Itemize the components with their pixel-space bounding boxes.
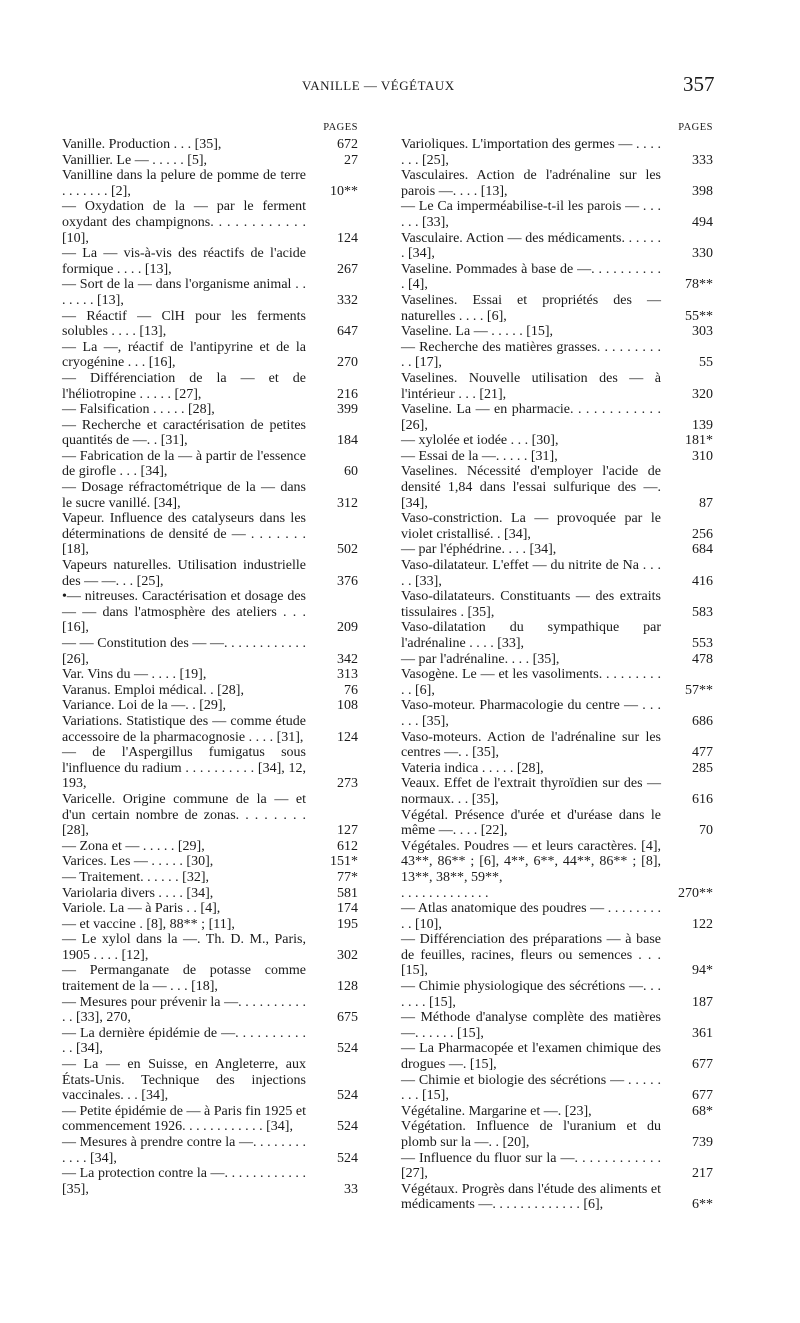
index-entry [401, 511, 713, 542]
entry-text: — La —, réactif de l'antipyrine et de la cryogénine . . . [16], [62, 339, 306, 371]
entry-text: — Traitement. . . . . . [32], [62, 869, 209, 885]
entry-page: 94* [692, 963, 713, 979]
index-entry [62, 1166, 358, 1197]
right-column-header [401, 120, 713, 137]
entry-text: — Petite épidémie de — à Paris fin 1925 et commencement 1926. . . . . . . . . . . . [34], [62, 1103, 306, 1135]
index-entry [62, 340, 358, 371]
entry-text: — — Constitution des — —. . . . . . . . . . . . [26], [62, 636, 306, 667]
entry-text: — Influence du fluor sur la —. . . . . . . . . . . . [27], [401, 1150, 661, 1182]
entry-page: 128 [337, 979, 358, 995]
index-entry [401, 558, 713, 589]
entry-page: 78** [685, 277, 713, 293]
entry-page: 302 [337, 947, 358, 963]
index-entry [401, 464, 713, 511]
index-entry [401, 589, 713, 620]
entry-text: — Zona et — . . . . . [29], [62, 838, 205, 854]
entry-page: 524 [337, 1088, 358, 1104]
index-entry [62, 745, 358, 792]
entry-page: 333 [692, 152, 713, 168]
index-entry [401, 776, 713, 807]
index-entry [401, 901, 713, 932]
entry-text: — Sort de la — dans l'organisme animal . . . . . . . [13], [62, 277, 306, 308]
index-entry [62, 636, 358, 667]
right-index-column [401, 120, 713, 1213]
left-entries [62, 137, 358, 1197]
entry-text: Végétal. Présence d'urée et d'uréase dans le même —. . . . [22], [401, 807, 661, 839]
index-entry [62, 309, 358, 340]
index-entry [62, 246, 358, 277]
index-entry [62, 168, 358, 199]
entry-text: Vaselines. Nécessité d'employer l'acide de densité 1,84 dans l'essai sulfurique des —. [34], [401, 464, 661, 511]
index-entry [401, 886, 713, 902]
index-entry [62, 402, 358, 418]
entry-text: — Chimie physiologique des sécrétions —. . . . . . . [15], [401, 979, 661, 1010]
index-entry [401, 1119, 713, 1150]
entry-page: 127 [337, 823, 358, 839]
entry-text: Végétales. Poudres — et leurs caractères. [4], 43**, 86** ; [6], 4**, 6**, 44**, 86** ; [8], 13**, 38**, 59**, [401, 838, 661, 885]
entry-text: Var. Vins du — . . . . [19], [62, 667, 207, 683]
index-entry [62, 199, 358, 246]
entry-page: 68* [692, 1103, 713, 1119]
left-column-header [62, 120, 358, 137]
index-entry [401, 433, 713, 449]
entry-text: — Le Ca imperméabilise-t-il les parois — . . . . . . [33], [401, 199, 661, 230]
index-entry [62, 901, 358, 917]
entry-page: 70 [699, 823, 713, 839]
entry-page: 583 [692, 604, 713, 620]
entry-text: Vaseline. La — . . . . . [15], [401, 324, 554, 340]
index-entry [401, 1073, 713, 1104]
index-entry [62, 511, 358, 558]
entry-page: 151* [330, 854, 358, 870]
entry-page: 6** [692, 1197, 713, 1213]
entry-page: 27 [344, 152, 358, 168]
entry-page: 502 [337, 542, 358, 558]
running-header [0, 72, 800, 106]
entry-page: 310 [692, 448, 713, 464]
index-entry [401, 340, 713, 371]
entry-text: — xylolée et iodée . . . [30], [401, 433, 559, 449]
entry-text: — La protection contre la —. . . . . . . . . . . . [35], [62, 1166, 306, 1197]
entry-text: Variance. Loi de la —. . [29], [62, 698, 227, 714]
entry-page: 216 [337, 386, 358, 402]
entry-text: — Recherche des matières grasses. . . . . . . . . . . [17], [401, 339, 661, 371]
entry-text: — de l'Aspergillus fumigatus sous l'influence du radium . . . . . . . . . . [34], 12, 193, [62, 745, 306, 792]
index-entry [62, 995, 358, 1026]
entry-text: Végétation. Influence de l'uranium et du plomb sur la —. . [20], [401, 1119, 661, 1150]
entry-page: 376 [337, 573, 358, 589]
entry-text: — Mesures à prendre contre la —. . . . . . . . . . . . [34], [62, 1135, 306, 1166]
entry-text: Vaseline. La — en pharmacie. . . . . . . . . . . . [26], [401, 402, 661, 433]
entry-text: — Oxydation de la — par le ferment oxydant des champignons. . . . . . . . . . . . [10], [62, 199, 306, 246]
entry-page: 303 [692, 324, 713, 340]
index-entry [62, 839, 358, 855]
pages-label: PAGES [323, 122, 358, 133]
entry-page: 313 [337, 667, 358, 683]
entry-text: Variolaria divers . . . . [34], [62, 885, 214, 901]
entry-text: Variations. Statistique des — comme étude accessoire de la pharmacognosie . . . . [31], [62, 713, 306, 745]
entry-page: 332 [337, 292, 358, 308]
index-entry [62, 137, 358, 153]
entry-text: Vaso-dilatateurs. Constituants — des extraits tissulaires . [35], [401, 589, 661, 620]
entry-page: 10** [330, 183, 358, 199]
entry-text: Varicelle. Origine commune de la — et d'un certain nombre de zonas. . . . . . . . [28], [62, 791, 306, 839]
entry-page: 616 [692, 791, 713, 807]
entry-text: Vasogène. Le — et les vasoliments. . . . . . . . . . . [6], [401, 667, 661, 698]
entry-text: Variole. La — à Paris . . [4], [62, 901, 221, 917]
index-entry [62, 714, 358, 745]
index-entry [401, 1151, 713, 1182]
entry-text: Vaso-dilatateur. L'effet — du nitrite de Na . . . . . [33], [401, 558, 661, 589]
entry-text: Varices. Les — . . . . . [30], [62, 854, 214, 870]
entry-page: 217 [692, 1166, 713, 1182]
entry-page: 55** [685, 308, 713, 324]
pages-label: PAGES [678, 122, 713, 133]
entry-page: 398 [692, 183, 713, 199]
entry-text: — Permanganate de potasse comme traitement de la — . . . [18], [62, 963, 306, 995]
entry-text: Vaseline. Pommades à base de —. . . . . . . . . . . [4], [401, 261, 661, 293]
entry-text: Vanillier. Le — . . . . . [5], [62, 152, 208, 168]
entry-text: — Le xylol dans la —. Th. D. M., Paris, 1905 . . . . [12], [62, 932, 306, 963]
index-entry [401, 698, 713, 729]
entry-page: 267 [337, 261, 358, 277]
entry-text: Végétaline. Margarine et —. [23], [401, 1103, 592, 1119]
index-entry [401, 979, 713, 1010]
entry-text: Varioliques. L'importation des germes — . . . . . . . [25], [401, 137, 661, 168]
entry-page: 181* [685, 433, 713, 449]
entry-text: Vanilline dans la pelure de pomme de terre . . . . . . . [2], [62, 168, 306, 199]
index-entry [62, 886, 358, 902]
entry-text: Vaso-dilatation du sympathique par l'adrénaline . . . . [33], [401, 620, 661, 651]
index-entry [62, 589, 358, 636]
entry-text: Vasculaire. Action — des médicaments. . . . . . . [34], [401, 230, 661, 262]
index-entry [62, 854, 358, 870]
index-entry [62, 932, 358, 963]
index-entry [401, 761, 713, 777]
entry-text: — Fabrication de la — à partir de l'essence de girofle . . . [34], [62, 448, 306, 480]
entry-text: Varanus. Emploi médical. . [28], [62, 682, 244, 698]
entry-page: 684 [692, 542, 713, 558]
entry-page: 494 [692, 214, 713, 230]
index-entry [62, 1026, 358, 1057]
index-entry [62, 449, 358, 480]
entry-page: 330 [692, 246, 713, 262]
entry-text: Vaso-moteur. Pharmacologie du centre — . . . . . . [35], [401, 698, 661, 729]
entry-page: 312 [337, 495, 358, 511]
index-entry [62, 698, 358, 714]
entry-text: Végétaux. Progrès dans l'étude des aliments et médicaments —. . . . . . . . . . . . . [6], [401, 1181, 661, 1213]
index-entry [401, 839, 713, 886]
entry-text: Vasculaires. Action de l'adrénaline sur les parois —. . . . [13], [401, 168, 661, 199]
entry-text: — La Pharmacopée et l'examen chimique des drogues —. [15], [401, 1041, 661, 1073]
index-entry [62, 153, 358, 169]
index-entry [401, 168, 713, 199]
index-entry [62, 870, 358, 886]
running-title: VANILLE — VÉGÉTAUX [302, 78, 455, 93]
entry-page: 416 [692, 573, 713, 589]
index-entry [62, 1057, 358, 1104]
entry-text: — Chimie et biologie des sécrétions — . . . . . . . . [15], [401, 1072, 661, 1104]
entry-page: 647 [337, 324, 358, 340]
index-entry [401, 620, 713, 651]
entry-page: 187 [692, 994, 713, 1010]
entry-page: 739 [692, 1135, 713, 1150]
entry-text: — La dernière épidémie de —. . . . . . . . . . . . [34], [62, 1025, 306, 1057]
index-entry [62, 683, 358, 699]
entry-page: 361 [692, 1025, 713, 1041]
entry-text: Vaselines. Nouvelle utilisation des — à l'intérieur . . . [21], [401, 370, 661, 402]
entry-text: — Essai de la —. . . . . [31], [401, 448, 558, 464]
index-entry [62, 480, 358, 511]
entry-page: 553 [692, 636, 713, 651]
entry-page: 342 [337, 651, 358, 667]
entry-text: — Dosage réfractométrique de la — dans le sucre vanillé. [34], [62, 480, 306, 511]
left-index-column [62, 120, 358, 1197]
index-entry [62, 418, 358, 449]
entry-page: 60 [344, 464, 358, 480]
entry-page: 675 [337, 1010, 358, 1026]
entry-text: — La — vis-à-vis des réactifs de l'acide formique . . . . [13], [62, 246, 306, 277]
entry-page: 256 [692, 526, 713, 542]
index-entry [401, 652, 713, 668]
entry-page: 139 [692, 417, 713, 433]
entry-page: 76 [344, 682, 358, 698]
index-entry [401, 137, 713, 168]
index-entry [401, 1104, 713, 1120]
entry-text: — La — en Suisse, en Angleterre, aux États-Unis. Technique des injections vaccinales. . . [34], [62, 1057, 306, 1104]
entry-page: 57** [685, 682, 713, 698]
index-entry [62, 667, 358, 683]
entry-text: — par l'éphédrine. . . . [34], [401, 542, 557, 558]
entry-page: 33 [344, 1181, 358, 1197]
entry-page: 524 [337, 1041, 358, 1057]
entry-page: 270** [678, 885, 713, 901]
entry-page: 124 [337, 729, 358, 745]
entry-page: 87 [699, 495, 713, 511]
index-entry [401, 371, 713, 402]
entry-text: — Falsification . . . . . [28], [62, 402, 215, 418]
index-entry [401, 542, 713, 558]
entry-text: — par l'adrénaline. . . . [35], [401, 651, 560, 667]
index-entry [401, 199, 713, 230]
entry-page: 686 [692, 713, 713, 729]
entry-page: 122 [692, 916, 713, 932]
entry-page: 273 [337, 776, 358, 792]
index-entry [401, 293, 713, 324]
entry-page: 478 [692, 651, 713, 667]
index-entry [401, 808, 713, 839]
entry-page: 524 [337, 1150, 358, 1166]
entry-text: . . . . . . . . . . . . . [401, 885, 489, 901]
entry-text: — Atlas anatomique des poudres — . . . . . . . . . . [10], [401, 901, 661, 932]
right-entries [401, 137, 713, 1213]
index-entry [401, 730, 713, 761]
index-entry [62, 371, 358, 402]
entry-page: 55 [699, 355, 713, 371]
entry-page: 209 [337, 620, 358, 636]
entry-page: 677 [692, 1088, 713, 1104]
entry-page: 524 [337, 1119, 358, 1135]
entry-text: Veaux. Effet de l'extrait thyroïdien sur des — normaux. . . [35], [401, 776, 661, 807]
index-entry [62, 1135, 358, 1166]
entry-page: 399 [337, 402, 358, 418]
index-entry [62, 963, 358, 994]
index-entry [62, 792, 358, 839]
entry-page: 612 [337, 838, 358, 854]
entry-text: Vapeur. Influence des catalyseurs dans les déterminations de densité de — . . . . . . . [18], [62, 511, 306, 558]
entry-page: 124 [337, 230, 358, 246]
entry-page: 320 [692, 386, 713, 402]
entry-page: 174 [337, 901, 358, 917]
entry-text: •— nitreuses. Caractérisation et dosage des — — dans l'atmosphère des ateliers . . . [16], [62, 589, 306, 636]
index-entry [401, 449, 713, 465]
entry-text: Vateria indica . . . . . [28], [401, 760, 544, 776]
entry-page: 581 [337, 885, 358, 901]
entry-text: Vaselines. Essai et propriétés des — naturelles . . . . [6], [401, 292, 661, 324]
entry-text: — Différenciation de la — et de l'héliotropine . . . . . [27], [62, 370, 306, 402]
index-entry [62, 558, 358, 589]
entry-page: 477 [692, 745, 713, 761]
index-entry [401, 324, 713, 340]
index-entry [62, 917, 358, 933]
index-entry [401, 1041, 713, 1072]
entry-page: 270 [337, 355, 358, 371]
entry-text: — et vaccine . [8], 88** ; [11], [62, 916, 235, 932]
entry-text: — Mesures pour prévenir la —. . . . . . . . . . . . [33], 270, [62, 994, 306, 1026]
entry-text: Vaso-constriction. La — provoquée par le violet cristallisé. . [34], [401, 511, 661, 542]
entry-text: Vapeurs naturelles. Utilisation industrielle des — —. . . [25], [62, 558, 306, 589]
entry-page: 77* [337, 869, 358, 885]
index-entry [62, 277, 358, 308]
index-entry [401, 231, 713, 262]
entry-page: 677 [692, 1057, 713, 1073]
index-entry [401, 667, 713, 698]
index-entry [401, 402, 713, 433]
entry-page: 184 [337, 433, 358, 449]
entry-text: — Différenciation des préparations — à base de feuilles, racines, fleurs ou semences . . . [15], [401, 932, 661, 979]
entry-text: Vaso-moteurs. Action de l'adrénaline sur les centres —. . [35], [401, 729, 661, 761]
entry-text: — Recherche et caractérisation de petites quantités de —. . [31], [62, 417, 306, 449]
index-entry [401, 1182, 713, 1213]
index-entry [401, 932, 713, 979]
entry-page: 108 [337, 698, 358, 714]
entry-text: Vanille. Production . . . [35], [62, 137, 222, 152]
index-entry [401, 1010, 713, 1041]
entry-page: 285 [692, 760, 713, 776]
entry-page: 672 [337, 137, 358, 152]
index-entry [401, 262, 713, 293]
index-entry [62, 1104, 358, 1135]
page-number: 357 [683, 72, 715, 96]
entry-page: 195 [337, 916, 358, 932]
entry-text: — Réactif — ClH pour les ferments solubles . . . . [13], [62, 308, 306, 340]
entry-text: — Méthode d'analyse complète des matières —. . . . . . [15], [401, 1010, 661, 1041]
